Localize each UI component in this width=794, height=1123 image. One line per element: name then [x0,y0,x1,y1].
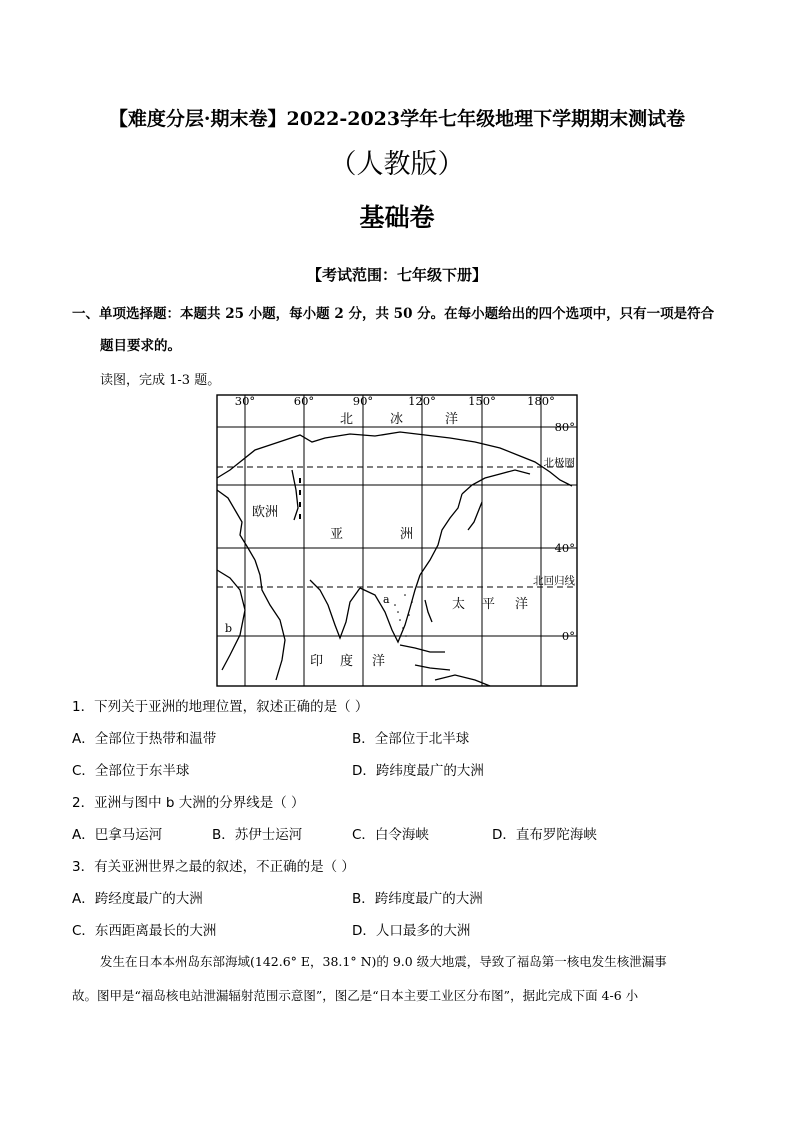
coastlines [217,432,572,686]
indian-label: 度 [340,654,354,669]
question-3-option-a[interactable]: A．跨经度最广的大洲 [72,891,203,907]
question-3-option-b[interactable]: B．跨纬度最广的大洲 [352,891,483,907]
lat-label: 80° [554,420,575,434]
lon-label: 30° [234,394,256,408]
label-a: a [383,593,390,606]
question-1-option-b[interactable]: B．全部位于北半球 [352,731,470,747]
pacific-label: 平 [482,597,496,612]
passage-line-1: 发生在日本本州岛东部海域(142.6° E，38.1° N)的 9.0 级大地震，导致了福岛第一核电发生核泄漏事 [100,954,667,969]
section-heading-cont: 题目要求的。 [100,338,181,354]
pacific-label: 洋 [515,597,529,612]
arctic-circle-label: 北极圈 [543,457,575,469]
question-2-option-a[interactable]: A．巴拿马运河 [72,827,163,843]
europe-label: 欧洲 [252,505,279,520]
exam-scope: 【考试范围：七年级下册】 [306,266,487,284]
map-intro: 读图，完成 1-3 题。 [100,373,221,388]
arctic-label: 冰 [390,412,404,427]
lon-label: 180° [527,394,555,408]
question-1-option-a[interactable]: A．全部位于热带和温带 [72,731,217,747]
asia-label: 亚 [330,527,344,542]
question-1-option-c[interactable]: C．全部位于东半球 [72,763,190,779]
question-3-option-c[interactable]: C．东西距离最长的大洲 [72,923,217,939]
question-2-option-d[interactable]: D．直布罗陀海峡 [492,827,597,843]
map-frame [217,395,577,686]
edition-label: （人教版） [329,149,465,180]
indian-label: 印 [310,654,324,669]
question-2-option-c[interactable]: C．白令海峡 [352,827,429,843]
passage-line-2: 故。图甲是“福岛核电站泄漏辐射范围示意图”，图乙是“日本主要工业区分布图”，据此完成下面 4-6 小 [72,988,639,1003]
exam-title: 【难度分层·期末卷】2022-2023学年七年级地理下学期期末测试卷 [108,108,686,130]
indian-label: 洋 [372,654,386,669]
arctic-label: 洋 [445,412,459,427]
arctic-label: 北 [340,412,354,427]
sea-dots [394,594,413,637]
question-3-option-d[interactable]: D．人口最多的大洲 [352,923,471,939]
pacific-label: 太 [452,597,466,612]
level-label: 基础卷 [359,203,435,232]
tropic-label: 北回归线 [533,575,575,587]
lon-label: 60° [293,394,315,408]
asia-label: 洲 [400,527,414,542]
question-1-option-d[interactable]: D．跨纬度最广的大洲 [352,763,484,779]
question-2-option-b[interactable]: B．苏伊士运河 [212,827,303,843]
lon-label: 120° [408,394,436,408]
lon-label: 150° [468,394,496,408]
asia-map [200,390,590,690]
lat-label: 40° [554,541,575,555]
lat-label: 0° [561,629,575,643]
question-3-stem: 3．有关亚洲世界之最的叙述，不正确的是（ ） [72,859,355,875]
label-b: b [225,622,233,635]
section-heading: 一、单项选择题：本题共 25 小题，每小题 2 分，共 50 分。在每小题给出的四个选项中，只有一项是符合 [72,306,715,322]
question-2-stem: 2．亚洲与图中 b 大洲的分界线是（ ） [72,795,305,811]
question-1-stem: 1．下列关于亚洲的地理位置，叙述正确的是（ ） [72,699,369,715]
lon-label: 90° [352,394,374,408]
